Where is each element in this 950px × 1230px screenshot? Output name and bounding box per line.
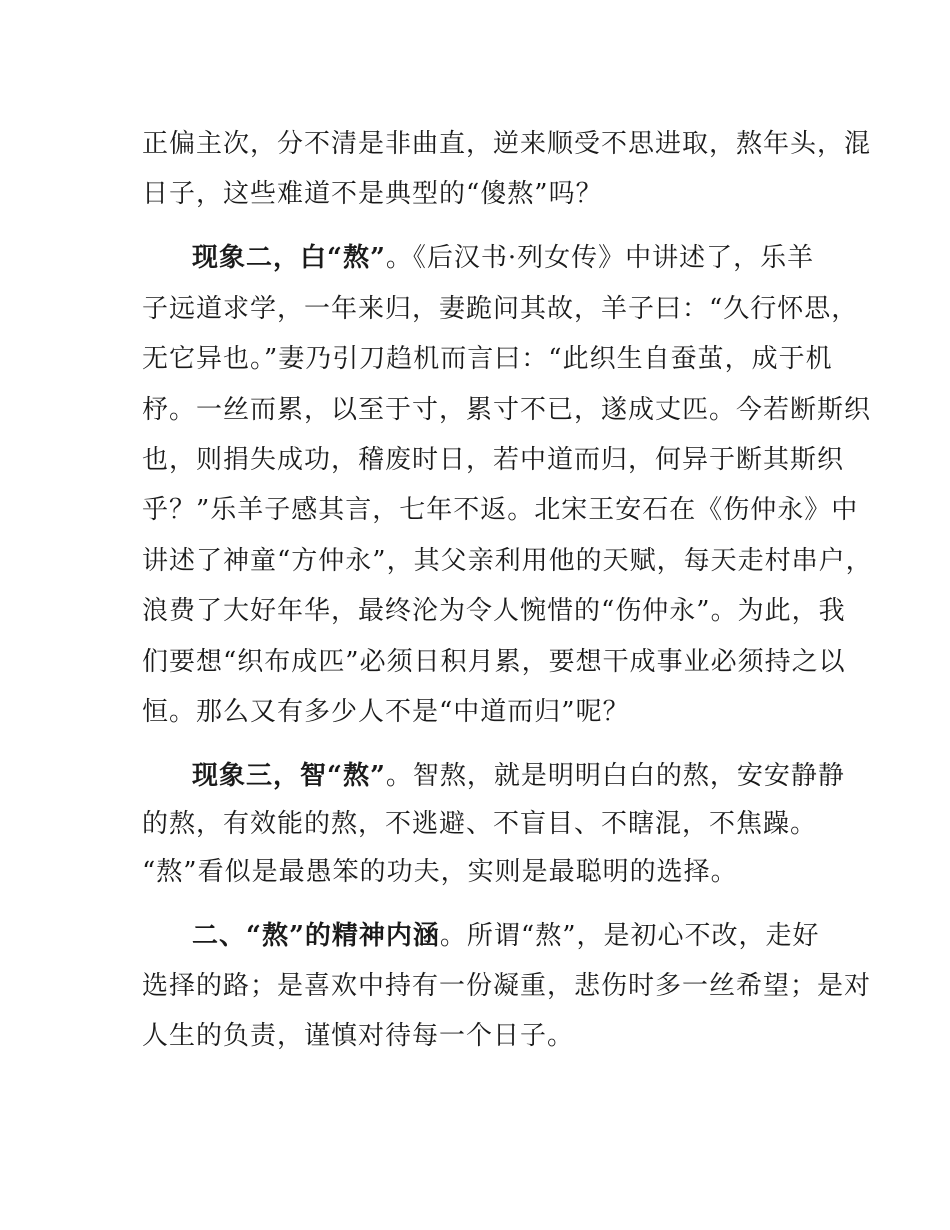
phenomenon-two-heading: 现象二，白“熬” [192,243,386,273]
paragraph-text: 。《后汉书·列女传》中讲述了，乐羊 [385,243,815,273]
paragraph-line: 恒。那么又有多少人不是“中道而归”呢？ [142,697,630,727]
paragraph-line: 选择的路；是喜欢中持有一份凝重，悲伤时多一丝希望；是对 [142,971,872,1001]
paragraph-text: 。智熬，就是明明白白的熬，安安静静 [385,761,845,791]
phenomenon-three-heading: 现象三，智“熬” [192,761,386,791]
paragraph-line: 正偏主次，分不清是非曲直，逆来顺受不思进取，熬年头，混 [142,129,872,159]
paragraph-first-line [192,240,822,276]
paragraph-line: 无它异也。”妻乃引刀趋机而言曰：“此织生自蚕茧，成于机 [142,344,833,374]
paragraph-first-line [192,918,822,954]
paragraph-line: “熬”看似是最愚笨的功夫，实则是最聪明的选择。 [142,857,738,887]
paragraph-first-line [192,758,845,794]
paragraph-line: 乎？”乐羊子感其言，七年不返。北宋王安石在《伤仲永》中 [142,495,859,525]
paragraph-line: 浪费了大好年华，最终沦为令人惋惜的“伤仲永”。为此，我 [142,596,846,626]
paragraph-line: 杼。一丝而累，以至于寸，累寸不已，遂成丈匹。今若断斯织 [142,395,872,425]
paragraph-line: 子远道求学，一年来归，妻跪问其故，羊子曰：“久行怀思， [142,294,859,324]
paragraph-line: 人生的负责，谨慎对待每一个日子。 [142,1021,575,1051]
paragraph-line: 日子，这些难道不是典型的“傻熬”吗？ [142,179,603,209]
paragraph-line: 的熬，有效能的熬，不逃避、不盲目、不瞎混，不焦躁。 [142,809,818,839]
paragraph-line: 讲述了神童“方仲永”，其父亲利用他的天赋，每天走村串户， [142,546,873,576]
section-two-heading: 二、“熬”的精神内涵 [192,921,440,951]
paragraph-line: 们要想“织布成匹”必须日积月累，要想干成事业必须持之以 [142,647,846,677]
paragraph-text: 。所谓“熬”，是初心不改，走好 [439,921,820,951]
paragraph-line: 也，则捐失成功，稽废时日，若中道而归，何异于断其斯织 [142,445,845,475]
